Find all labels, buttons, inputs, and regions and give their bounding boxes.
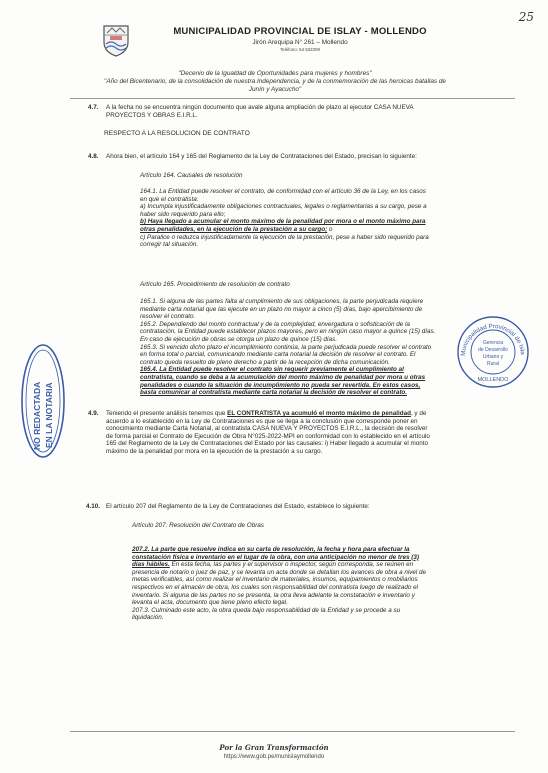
institution-title: MUNICIPALIDAD PROVINCIAL DE ISLAY - MOLLENDO (173, 26, 427, 37)
seal-inner-4: Rural (487, 361, 499, 367)
stamp-line-2: EN LA NOTARIA (44, 382, 54, 448)
article-207-body (132, 546, 510, 622)
underlined-text: días hábiles. (132, 561, 170, 569)
text-line: 164.1. La Entidad puede resolver el contrato, de conformidad con el artículo 36 de la Ley, en los casos (140, 188, 426, 195)
footer-motto: Por la Gran Transformación (219, 743, 329, 752)
text-line: conocimiento mediante Carta Notarial, al contratista CASA NUEVA Y PROYECTOS E.I.R.L., la decisión de resolver (106, 425, 428, 433)
decade-line-2: "Año del Bicentenario, de la consolidación de nuestra Independencia, y de la conmemoración de las heroicas batallas de (104, 78, 446, 86)
seal-inner-1: Gerencia (482, 340, 504, 346)
text-line: liquidación. (132, 614, 164, 622)
section-heading: RESPECTO A LA RESOLUCION DE CONTRATO (104, 130, 250, 137)
text-line: constatación física e inventario en el lugar de la obra, con una anticipación no menor de tres (3) (132, 553, 419, 561)
text-line: contratista, cuando se deba a la acumulación del monto máximo de penalidad por mora u otras (140, 373, 426, 381)
text-line: 165.3. Si vencido dicho plazo el incumplimiento continúa, la parte perjudicada puede resolver el contrato (140, 343, 432, 351)
footer-divider (70, 731, 515, 732)
text-line: mediante carta notarial que las ejecute en un plazo no mayor a cinco (5) días, bajo apercibimiento de (140, 305, 423, 313)
text-run: , y de (410, 410, 427, 417)
text-run: En esta fecha, las partes y el supervisor o inspector, según corresponda, se reúnen en (169, 561, 414, 569)
section-4-10-number: 4.10. (86, 503, 101, 510)
text-line: 207.3. Culminado este acto, la obra queda bajo responsabilidad de la Entidad y se procede a su (132, 606, 401, 614)
text-line: respectivos en el almacén de obra, los cuales son responsabilidad del contratista luego de realizado el (132, 583, 418, 591)
section-4-10-intro: El artículo 207 del Reglamento de la Ley de Contrataciones del Estado, establece lo siguiente: (106, 503, 370, 510)
text-line: inventario. Si alguna de las partes no se presenta, la otra lleva adelante la constatación e inventario y (132, 591, 415, 599)
article-164-title: Artículo 164. Causales de resolución (140, 172, 243, 179)
text-line: PROYECTOS Y OBRAS E.I.R.L. (106, 111, 198, 119)
text-tail: o (327, 225, 333, 233)
header-divider (70, 98, 515, 99)
text-line: A la fecha no se encuentra ningún documento que avale alguna ampliación de plazo al ejecutor CASA NUEVA (106, 104, 414, 111)
text-line: presencia de notario o juez de paz, y se levanta un acta donde se detallan los avances de obra a nivel de (132, 568, 427, 576)
letterhead (150, 26, 450, 52)
stamp-line-1: NO REDACTADA (32, 381, 42, 450)
section-4-7-text (106, 104, 506, 119)
section-4-8-intro: Ahora bien, el artículo 164 y 165 del Reglamento de la Ley de Contrataciones del Estado, precisan lo siguiente: (106, 153, 417, 160)
text-line: haber sido requerido para ello; (140, 210, 226, 218)
seal-ring-text: Municipalidad Provincial de Isla (459, 322, 526, 357)
text-line: basta comunicar al contratista mediante carta notarial la decisión de resolver el contrato. (140, 389, 408, 397)
municipal-seal (455, 314, 531, 390)
notary-stamp (20, 342, 66, 460)
text-line: 165 del Reglamento de la Ley de Contrataciones del Estado por las causales: i) Haber llegado a acumular el monto (106, 440, 429, 448)
underlined-text: otras penalidades, en la ejecución de la prestación a su cargo; (140, 225, 328, 233)
text-line: a) Incumpla injustificadamente obligaciones contractuales, legales o reglamentarias a su cargo, pese a (140, 203, 427, 211)
text-line: contratación, la Entidad puede establecer plazos mayores, pero en ningún caso mayor a quince (15) días. (140, 328, 436, 336)
page-number: 25 (518, 10, 534, 24)
text-line: c) Paralice o reduzca injustificadamente la ejecución de la prestación, pese a haber sido requerido para (140, 233, 429, 241)
underlined-text: EL CONTRATISTA ya acumuló el monto máximo de penalidad (227, 410, 411, 417)
text-line: corregir tal situación. (140, 241, 199, 249)
section-4-8-number: 4.8. (88, 153, 99, 160)
seal-inner-3: Urbano y (482, 354, 504, 360)
text-line: resolver el contrato. (140, 313, 196, 321)
text-line: En caso de ejecución de obras se otorga un plazo de quince (15) días. (140, 335, 338, 343)
text-line: máximo de la penalidad por mora en la ejecución de la prestación a su cargo. (106, 447, 323, 455)
section-4-9-number: 4.9. (88, 410, 99, 417)
section-4-9-text (106, 410, 511, 456)
seal-bottom: MOLLENDO (477, 377, 509, 383)
text-line: en forma total o parcial, comunicando mediante carta notarial la decisión de resolver el contrato. El (140, 351, 416, 359)
text-line (140, 218, 512, 226)
text-line: metas verificables, así como realizar el inventario de materiales, insumos, equipamientos o mobiliarios (132, 576, 418, 584)
text-line: 207.2. La parte que resuelve indica en su carta de resolución, la fecha y hora para efectuar la (132, 546, 410, 553)
text-run: Teniendo el presente análisis tenemos que (106, 410, 228, 417)
text-line: levanta el acta, documento que tiene pleno efecto legal. (132, 599, 288, 607)
decade-line-1: "Decenio de la Igualdad de Oportunidades para mujeres y hombres" (178, 70, 372, 77)
institution-telephone: Teléfono: 54 532309 (280, 47, 320, 52)
text-line: 165.4. La Entidad puede resolver el contrato sin requerir previamente el cumplimiento al (140, 366, 404, 374)
text-line (140, 226, 512, 234)
underlined-text: b) Haya llegado a acumular el monto máximo de la penalidad por mora o el monto máximo para (140, 218, 426, 226)
text-line: contrato queda resuelto de pleno derecho a partir de la recepción de dicha comunicación. (140, 358, 390, 366)
section-4-7-number: 4.7. (88, 104, 99, 111)
institution-address: Jirón Arequipa N° 261 – Mollendo (252, 39, 348, 46)
text-line (106, 410, 511, 418)
decade-slogans (80, 70, 470, 95)
text-line: de forma parcial el Contrato de Ejecución de Obra N°025-2022-MPI en conformidad con lo establecido en el artículo (106, 432, 430, 440)
article-165-title: Artículo 165. Procedimiento de resolución de contrato (140, 281, 290, 288)
article-207-title: Artículo 207. Resolución del Contrato de Obras (132, 522, 264, 529)
text-line: acuerdo a lo establecido en la Ley de Contrataciones es que se llega a la conclusión que corresponde poner en (106, 417, 418, 425)
footer-url: https://www.gob.pe/munislaymollendo (223, 754, 325, 760)
text-line: en que el contratista: (140, 195, 199, 203)
text-line: 165.1. Si alguna de las partes falta al cumplimiento de sus obligaciones, la parte perjudicada requiere (140, 298, 424, 305)
text-line: penalidades o cuando la situación de incumplimiento no pueda ser revertida. En estos casos, (140, 381, 421, 389)
decade-line-3: Junín y Ayacucho" (248, 86, 302, 94)
text-line (132, 561, 510, 569)
seal-inner-2: de Desarrollo (478, 347, 508, 353)
article-164-body (140, 188, 512, 249)
municipal-logo (98, 22, 134, 58)
text-line: 165.2. Dependiendo del monto contractual y de la complejidad, envergadura o sofisticación de la (140, 320, 410, 328)
